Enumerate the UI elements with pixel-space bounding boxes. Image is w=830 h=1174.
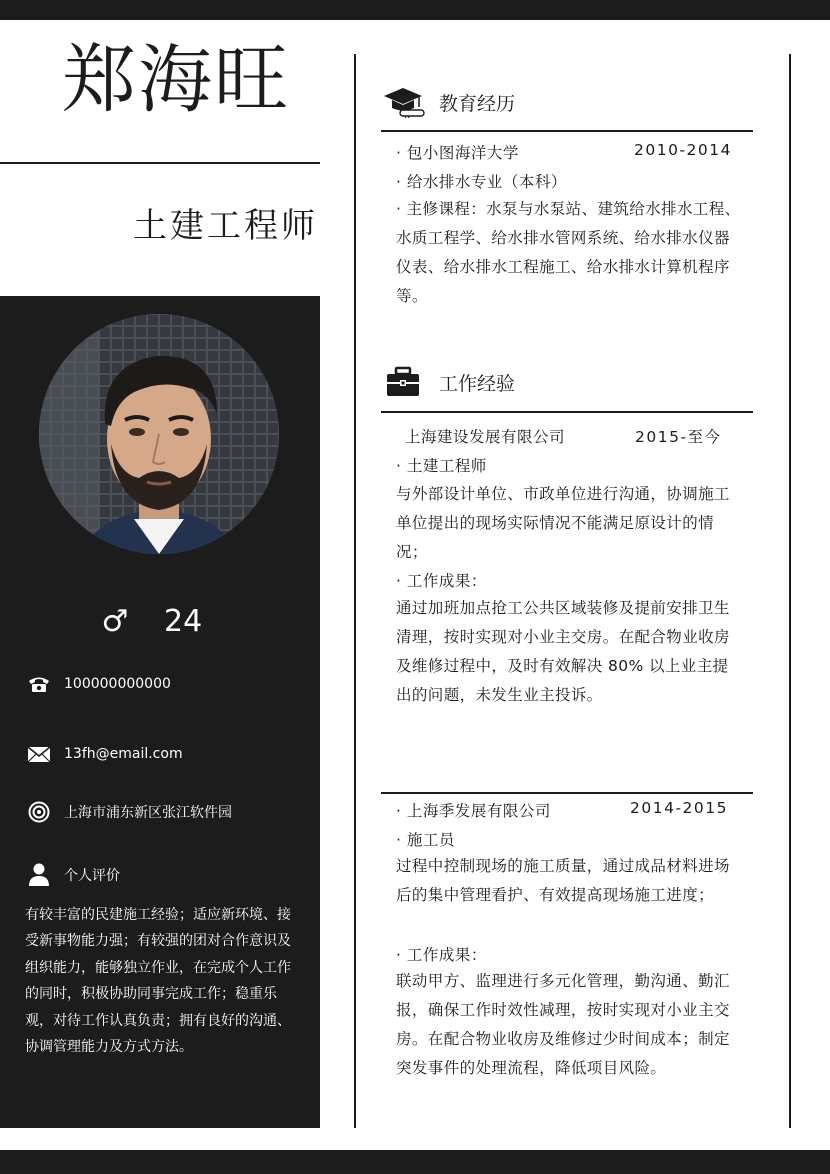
education-school: · 包小图海洋大学 xyxy=(396,144,519,162)
name-divider xyxy=(0,162,320,164)
job-title: 土建工程师 xyxy=(133,206,318,246)
bottom-bar xyxy=(0,1150,830,1174)
job-1-period: 2015-至今 xyxy=(635,428,722,446)
job-1-role: · 土建工程师 xyxy=(396,457,487,475)
job-1-description: 与外部设计单位、市政单位进行沟通，协调施工单位提出的现场实际情况不能满足原设计的情况； xyxy=(396,485,730,561)
work-header xyxy=(383,366,515,398)
briefcase-icon xyxy=(383,366,425,398)
location-target-icon xyxy=(26,802,52,822)
phone-number: 100000000000 xyxy=(64,676,171,692)
education-heading: 教育经历 xyxy=(439,92,516,115)
column-divider-left xyxy=(354,54,356,1128)
address-text: 上海市浦东新区张江软件园 xyxy=(64,805,232,821)
gender-age-row xyxy=(100,604,202,639)
phone-row xyxy=(26,674,171,694)
profile-panel xyxy=(0,296,320,1128)
phone-icon xyxy=(26,674,52,694)
evaluation-text: 有较丰富的民建施工经验；适应新环境、接受新事物能力强；有较强的团对合作意识及组织能力，能够独立作业，在完成个人工作的同时，积极协助同事完成工作；稳重乐观，对待工作认真负责；拥有良好的沟通、协调管理能力及方式方法。 xyxy=(25,907,291,1056)
age-value: 24 xyxy=(164,604,203,639)
education-major: · 给水排水专业（本科） xyxy=(396,173,567,191)
evaluation-heading: 个人评价 xyxy=(64,868,120,884)
education-rule xyxy=(381,130,753,132)
job-1-company: 上海建设发展有限公司 xyxy=(405,428,566,446)
graduation-cap-icon xyxy=(383,86,425,118)
job-1-result-label: · 工作成果： xyxy=(396,572,487,590)
email-address: 13fh@email.com xyxy=(64,746,183,762)
job-2-period: 2014-2015 xyxy=(630,799,728,817)
person-icon xyxy=(26,865,52,885)
work-rule xyxy=(381,411,753,413)
top-bar xyxy=(0,0,830,20)
column-divider-right xyxy=(789,54,791,1128)
education-period: 2010-2014 xyxy=(634,141,732,159)
envelope-icon xyxy=(26,744,52,764)
education-header xyxy=(383,86,515,118)
avatar xyxy=(39,314,279,554)
email-row xyxy=(26,744,183,764)
education-courses: · 主修课程：水泵与水泵站、建筑给水排水工程、水质工程学、给水排水管网系统、给水排水仪器仪表、给水排水工程施工、给水排水计算机程序等。 xyxy=(396,200,741,305)
address-row xyxy=(26,802,232,822)
job-2-role: · 施工员 xyxy=(396,831,455,849)
job-divider xyxy=(381,792,753,794)
job-1-result: 通过加班加点抢工公共区域装修及提前安排卫生清理，按时实现对小业主交房。在配合物业收房及维修过程中，及时有效解决 80% 以上业主提出的问题，未发生业主投诉。 xyxy=(396,599,730,704)
job-2-company: · 上海季发展有限公司 xyxy=(396,802,551,820)
job-2-result: 联动甲方、监理进行多元化管理，勤沟通、勤汇报，确保工作时效性减理，按时实现对小业主交房。在配合物业收房及维修过少时间成本；制定突发事件的处理流程，降低项目风险。 xyxy=(396,972,730,1077)
work-heading: 工作经验 xyxy=(439,372,516,395)
job-2-description: 过程中控制现场的施工质量，通过成品材料进场后的集中管理看护、有效提高现场施工进度； xyxy=(396,857,730,904)
job-2-result-label: · 工作成果： xyxy=(396,946,487,964)
male-icon: ♂ xyxy=(101,604,129,639)
candidate-name: 郑海旺 xyxy=(62,37,290,123)
evaluation-heading-row xyxy=(26,865,120,885)
